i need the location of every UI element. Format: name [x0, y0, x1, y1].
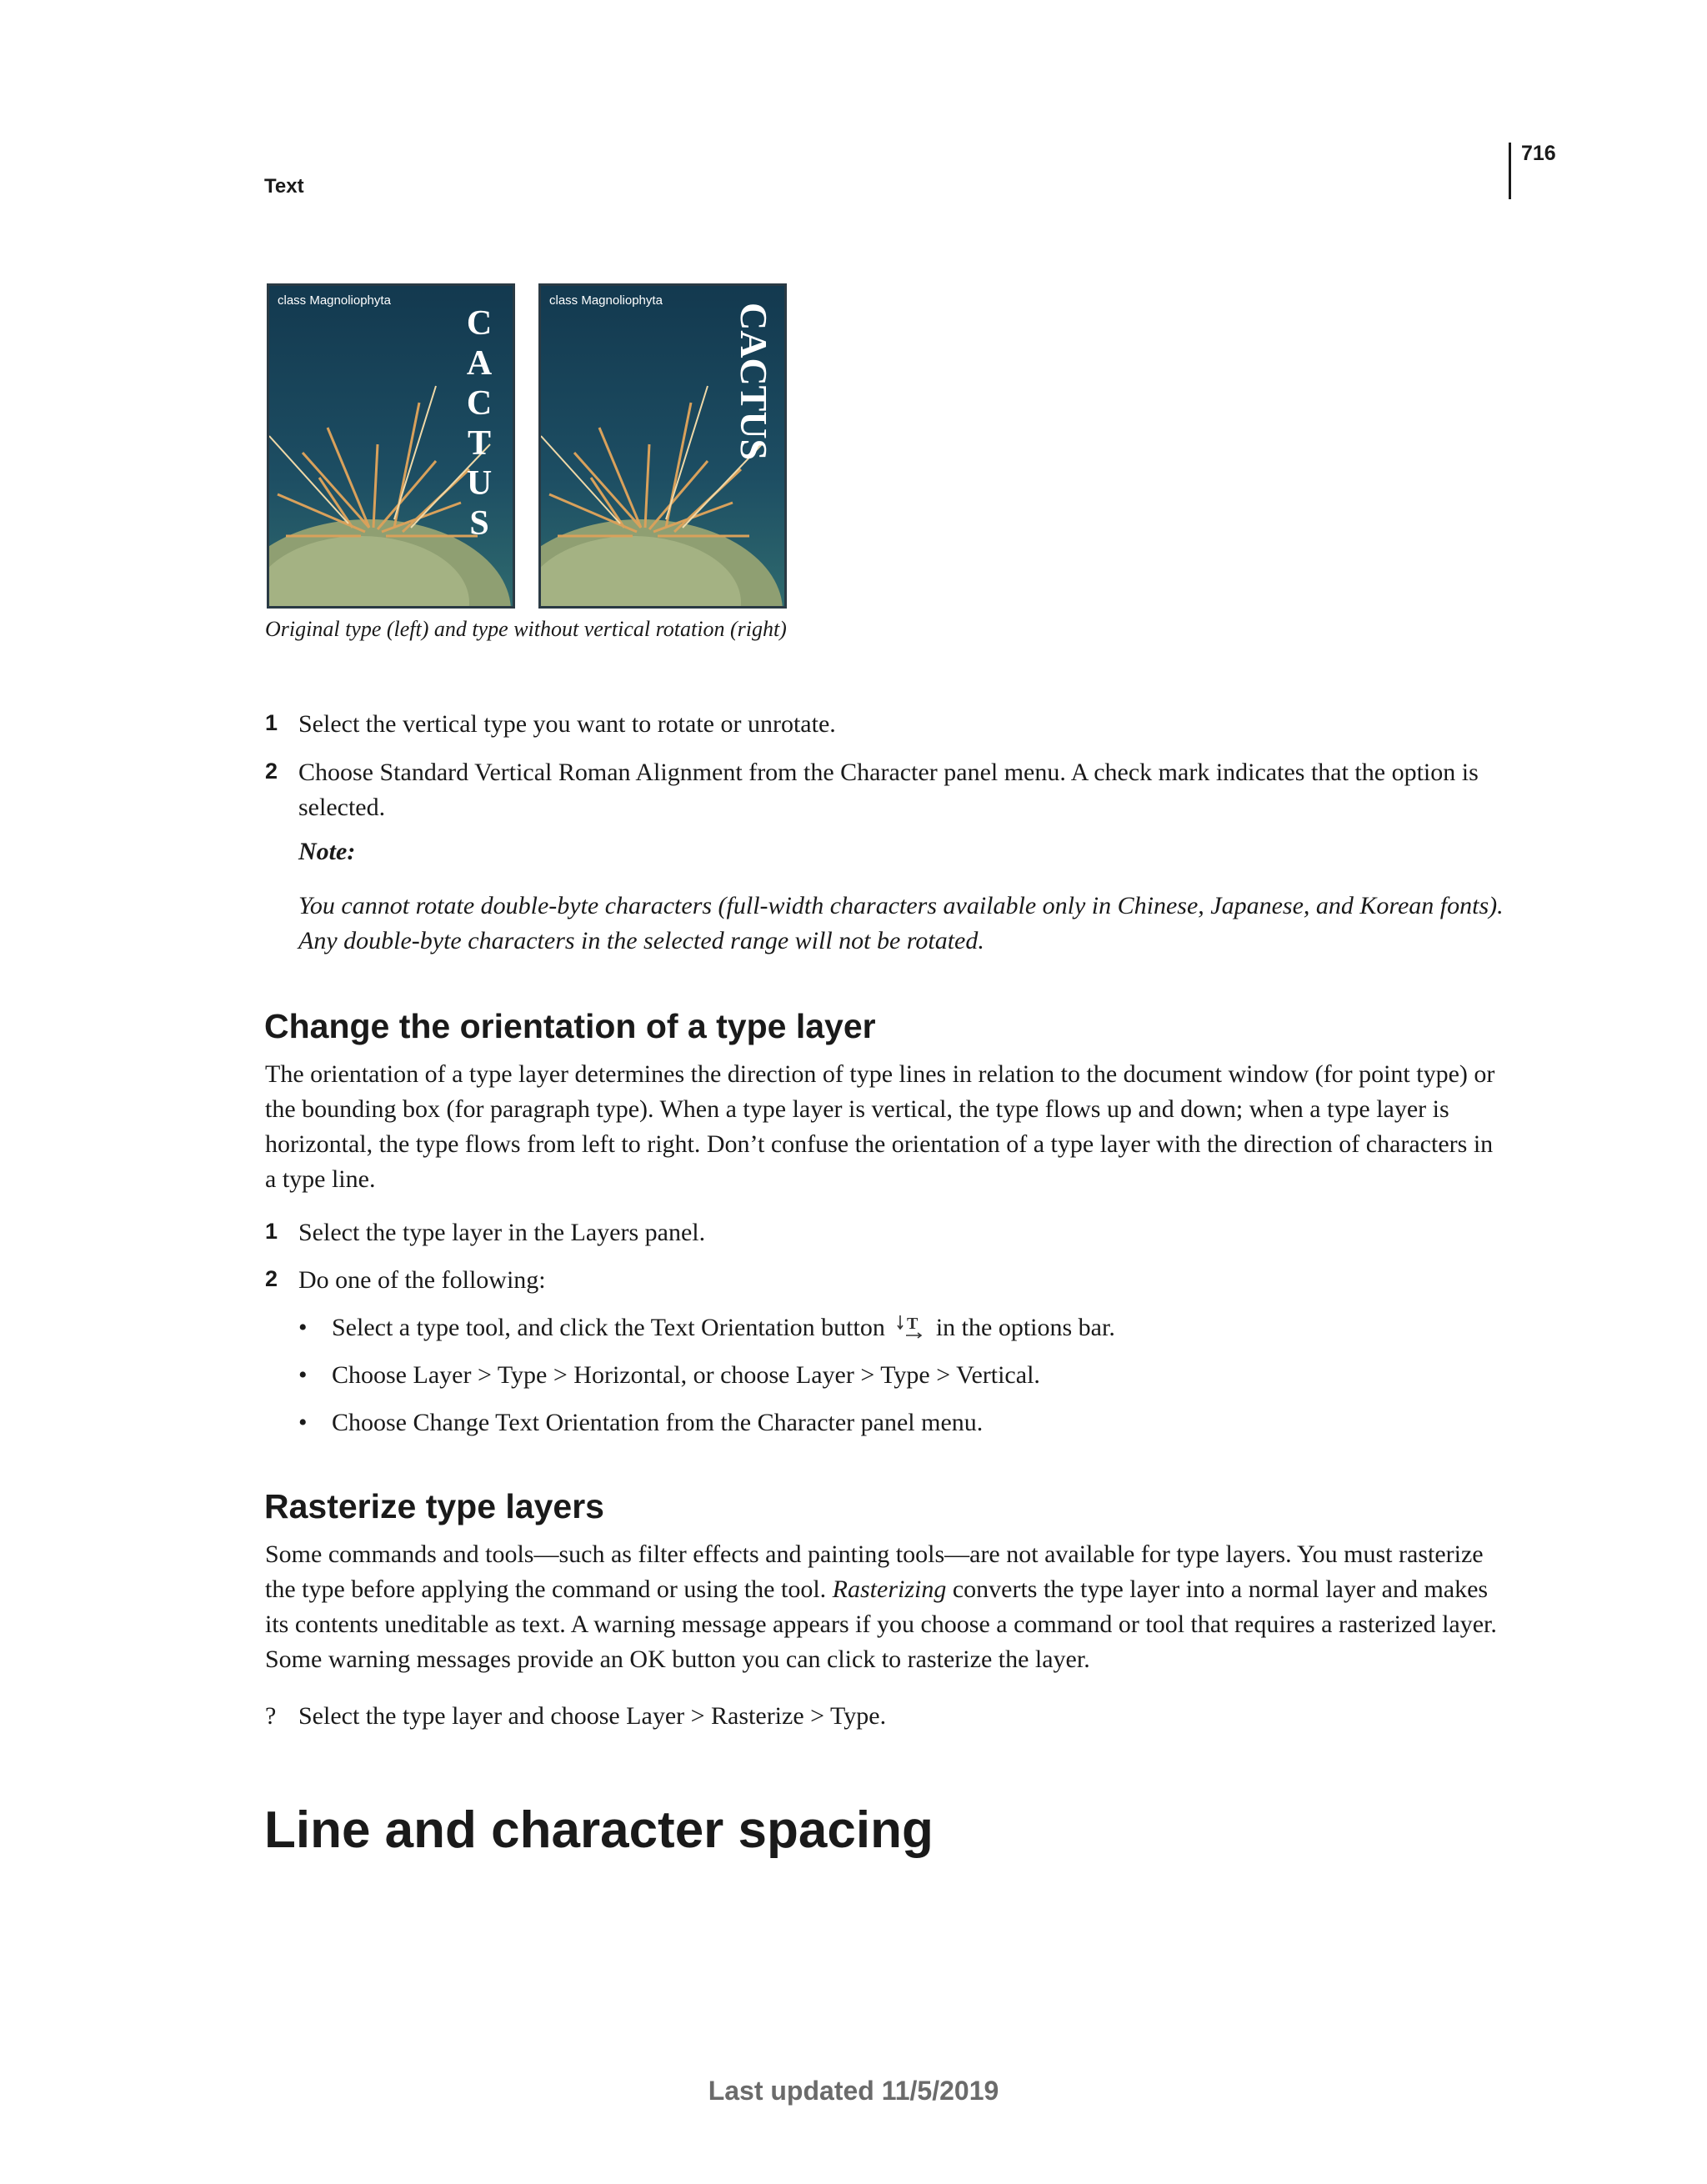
note-body: You cannot rotate double-byte characters (full-width characters available only in Chinese, Japanese, and Korean fonts). Any double-byte characters in the selected range will not be rotated.: [298, 892, 1504, 954]
cactus-image-left: [269, 286, 513, 606]
step-text: Select the vertical type you want to rotate or unrotate.: [298, 710, 836, 738]
left-title-letter: C: [466, 384, 493, 423]
rasterize-text: converts the type layer into a normal layer and makes its contents uneditable as text. A warning message appears if you choose a command or tool that requires a rasterized layer. Some warning messages provide an OK button you can click to rasterize the layer.: [265, 1575, 1497, 1673]
left-title-letter: C: [466, 304, 493, 343]
rasterize-paragraph: [265, 1537, 1507, 1677]
rasterize-text: Some commands and tools—such as filter effects and painting tools—are not available for type layers. You must rasterize the type before applying the command or using the tool.: [265, 1540, 1484, 1603]
section-heading-rasterize: Rasterize type layers: [264, 1487, 604, 1525]
step-number: 2: [265, 1266, 278, 1291]
bullet-text: Select a type tool, and click the Text Orientation button: [332, 1314, 885, 1341]
rasterize-step: Select the type layer and choose Layer > Rasterize > Type.: [298, 1702, 887, 1730]
left-title-letter: S: [469, 504, 489, 543]
text-orientation-icon: [896, 1314, 924, 1350]
left-title-letter: U: [466, 464, 493, 503]
orientation-paragraph: The orientation of a type layer determines the direction of type lines in relation to the document window (for point type) or the bounding box (for paragraph type). When a type layer is vertical, the type flows up and down; when a type layer is horizontal, the type flows from left to right. Don’t confuse the orientation of a type layer with the direction of characters in a type line.: [265, 1060, 1495, 1193]
bullet-marker: •: [298, 1409, 308, 1436]
left-title-letter: T: [467, 424, 492, 463]
step-text: Do one of the following:: [298, 1266, 546, 1294]
bullet-marker: •: [298, 1361, 308, 1389]
running-head: Text: [264, 175, 304, 198]
section-heading-orientation: Change the orientation of a type layer: [264, 1007, 876, 1045]
step-number: 1: [265, 1219, 278, 1244]
step-text: Select the type layer in the Layers panel.: [298, 1219, 706, 1246]
step-number: 1: [265, 710, 278, 735]
figure-left-panel: [267, 283, 515, 609]
bullet-item: [332, 1310, 1499, 1350]
bullet-marker: •: [298, 1314, 308, 1341]
page-number: 716: [1521, 142, 1556, 165]
left-panel-label: class Magnoliophyta: [278, 293, 391, 308]
step-text: Choose Standard Vertical Roman Alignment from the Character panel menu. A check mark indicates that the option is selected.: [298, 759, 1479, 821]
right-panel-title: CACTUS: [733, 303, 775, 461]
bullet-item: Choose Layer > Type > Horizontal, or choose Layer > Type > Vertical.: [332, 1361, 1040, 1389]
header-rule: [1509, 143, 1511, 199]
step-number: 2: [265, 759, 278, 784]
footer-last-updated: Last updated 11/5/2019: [708, 2076, 999, 2106]
bullet-text: in the options bar.: [935, 1314, 1115, 1341]
bullet-item: Choose Change Text Orientation from the Character panel menu.: [332, 1409, 984, 1436]
step-marker: ?: [265, 1702, 277, 1730]
cactus-image-right: [541, 286, 784, 606]
note-label: Note:: [298, 838, 356, 865]
figure-caption: Original type (left) and type without vertical rotation (right): [265, 617, 787, 641]
section-heading-spacing: Line and character spacing: [264, 1801, 934, 1859]
figure-right-panel: [538, 283, 787, 609]
right-panel-label: class Magnoliophyta: [549, 293, 663, 308]
rasterize-term: Rasterizing: [832, 1575, 947, 1603]
left-title-letter: A: [466, 344, 493, 383]
svg-text:T: T: [907, 1315, 919, 1333]
